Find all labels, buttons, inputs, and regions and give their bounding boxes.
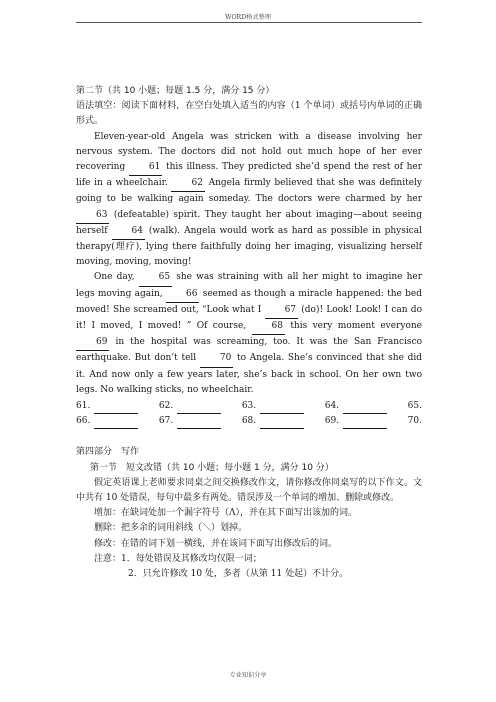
rule-add: 增加：在缺词处加一个漏字符号（Λ），并在其下面写出该加的词。 [94,508,358,519]
rule-delete: 删除：把多余的词用斜线（＼）划掉。 [94,523,248,534]
answer-lines [76,399,422,429]
answer-item [242,399,314,414]
passage-text: One day, [94,272,139,283]
answer-line[interactable] [343,402,387,414]
answer-line[interactable] [260,402,304,414]
passage-text: she was straining with all her might to imagine her legs moving again, [76,272,422,299]
passage-text: to Angela. She’s convinced that she did it. And now only a few years later, she’s back in school. On her own two legs. No walking sticks, no wheelchair. [76,353,422,395]
header-rule [76,22,422,23]
part4-instruction: 假定英语课上老师要求同桌之间交换修改作文，请你修改你同桌写的以下作文。文中共有 10 处错误，每句中最多有两处。错误涉及一个单词的增加、删除或修改。 [76,477,422,504]
answer-item [408,399,422,414]
answer-line[interactable] [94,417,138,429]
answer-number: 67. [158,416,174,427]
section1-heading: 第一节 短文改错（共 10 小题；每小题 1 分，满分 10 分） [90,462,334,473]
answer-number: 68. [241,416,257,427]
page-content [76,84,422,582]
passage-paragraph-2 [76,270,422,398]
passage-text: (do)! Look! Look! I can do it! I moved, I moved! ” Of course, [76,304,422,332]
passage-text: Angela firmly believed that she was definitely going to be walking again someday. The doctors were charmed by her [76,178,422,205]
section2-instruction: 语法填空：阅读下面材料，在空白处填入适当的内容（1 个单词）或括号内单词的正确形式。 [76,101,422,127]
answer-item [159,414,231,429]
passage-text: seemed as though a miracle happened: the bed moved! She screamed out, “Look what I [76,288,423,315]
answer-number: 66. [76,416,91,427]
answer-number: 61. [76,401,91,412]
answer-row-2 [76,414,422,429]
answer-number: 65. [407,401,422,412]
answer-line[interactable] [94,402,138,414]
page-footer: 专业知识分享 [229,672,267,679]
answer-item [242,414,314,429]
answer-item [159,399,231,414]
rule-note-1: 注意：1．每处错误及其修改均仅限一词； [94,553,262,564]
passage-paragraph-1 [76,130,422,271]
section2-heading: 第二节（共 10 小题；每题 1.5 分，满分 15 分） [76,86,275,96]
answer-line[interactable] [177,402,221,414]
answer-number: 64. [324,401,340,412]
passage-text: (defeatable) spirit. They taught her about imaging—about seeing herself [76,209,422,236]
part4-heading: 第四部分 写作 [76,447,140,458]
answer-item [76,399,148,414]
passage-text: this very moment everyone [284,321,422,332]
blank-63: 63 [76,208,109,224]
page-header: WORD格式整理 [225,14,271,21]
blank-67: 67 [265,303,298,319]
blank-70: 70 [200,351,233,367]
answer-number: 63. [241,401,257,412]
answer-number: 70. [407,416,422,427]
passage-text: (walk). Angela would work as hard as possible in physical therapy(理疗), lying there faithfully doing her imaging, visualizing herself moving, moving, moving! [76,225,422,268]
answer-item [76,414,148,429]
answer-line[interactable] [343,417,387,429]
rule-modify: 修改：在错的词下划一横线，并在该词下面写出修改后的词。 [94,538,338,549]
answer-row-1 [76,399,422,414]
passage-text: Eleven-year-old Angela was stricken with a disease involving her nervous system. The doctors did not hold out much hope of her ever recovering [76,131,422,173]
blank-65: 65 [139,270,172,286]
blank-62: 62 [171,176,204,192]
passage-text: this illness. They predicted she’d spend the rest of her life in a wheelchair. [76,162,422,189]
passage-text: in the hospital was screaming, too. It was the San Francisco earthquake. But don’t tell [76,337,422,364]
rule-note-2: 2．只允许修改 10 处，多者（从第 11 处起）不计分。 [128,569,349,580]
blank-61: 61 [129,160,162,176]
answer-item [325,399,397,414]
answer-item [325,414,397,429]
answer-line[interactable] [177,417,221,429]
answer-item [408,414,422,429]
answer-line[interactable] [260,417,304,429]
blank-69: 69 [76,335,109,351]
section-gap [76,429,422,445]
answer-number: 62. [158,401,174,412]
blank-66: 66 [166,287,199,303]
answer-number: 69. [324,416,340,427]
blank-64: 64 [112,224,145,240]
blank-68: 68 [252,319,285,335]
